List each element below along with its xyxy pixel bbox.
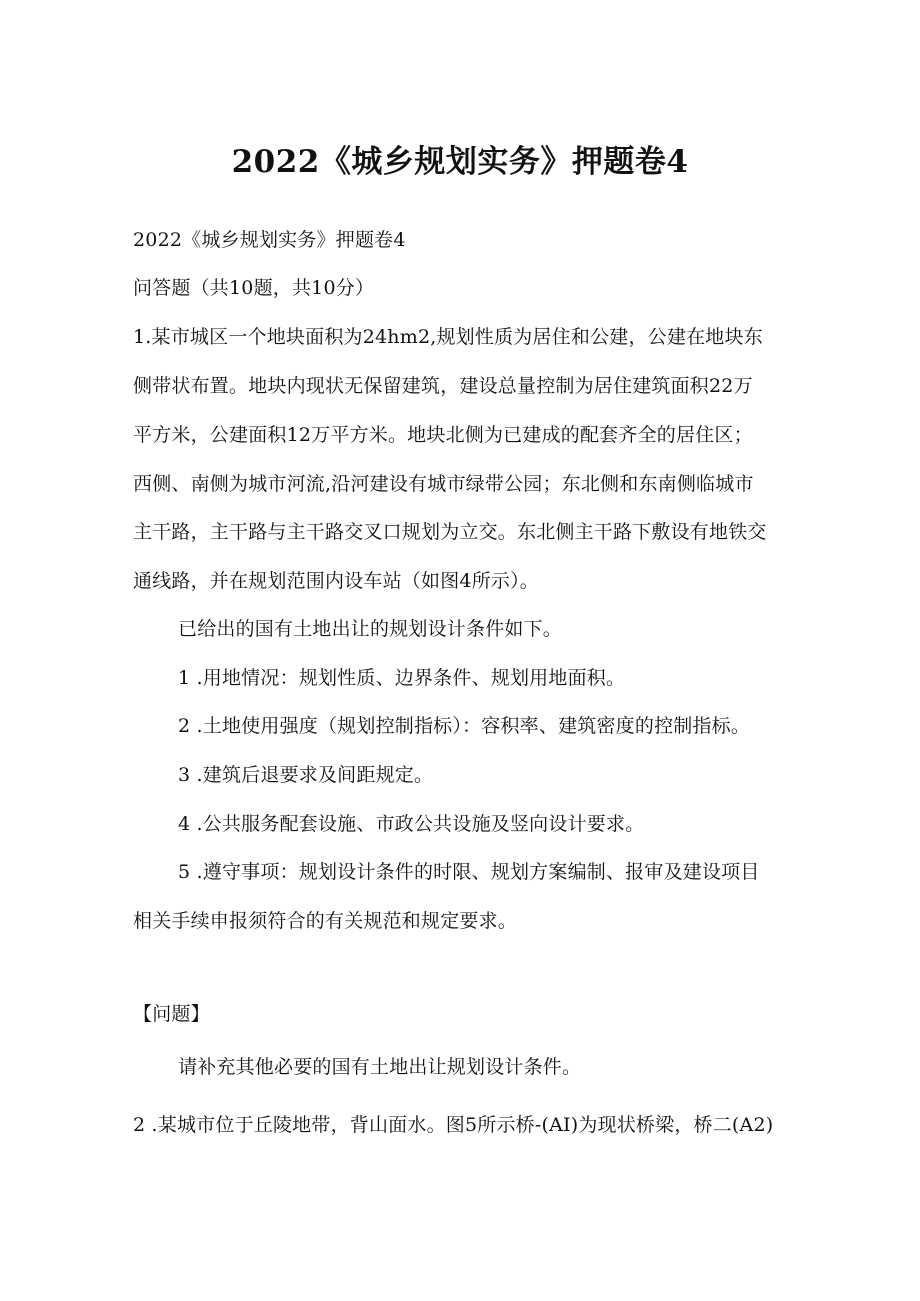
document-subtitle: 2022《城乡规划实务》押题卷4 xyxy=(133,229,406,251)
question1-line: 通线路，并在规划范围内设车站（如图4所示）。 xyxy=(133,570,539,592)
document-title: 2022《城乡规划实务》押题卷4 xyxy=(231,144,689,180)
question1-line: 1.某市城区一个地块面积为24hm2,规划性质为居住和公建，公建在地块东 xyxy=(133,326,763,348)
question1-line: 侧带状布置。地块内现状无保留建筑，建设总量控制为居住建筑面积22万 xyxy=(133,375,753,397)
question1-line: 主干路，主干路与主干路交叉口规划为立交。东北侧主干路下敷设有地铁交 xyxy=(133,521,767,543)
condition-item: 2 .土地使用强度（规划控制指标）：容积率、建筑密度的控制指标。 xyxy=(178,715,751,737)
question-label: 【问题】 xyxy=(133,1003,210,1025)
condition-item: 5 .遵守事项：规划设计条件的时限、规划方案编制、报审及建设项目 xyxy=(178,861,760,883)
question1-line: 平方米，公建面积12万平方米。地块北侧为已建成的配套齐全的居住区； xyxy=(133,424,753,446)
condition-item: 3 .建筑后退要求及间距规定。 xyxy=(178,764,434,786)
conditions-intro: 已给出的国有土地出让的规划设计条件如下。 xyxy=(178,618,563,640)
condition-item: 1 .用地情况：规划性质、边界条件、规划用地面积。 xyxy=(178,667,626,689)
section-heading: 问答题（共10题，共10分） xyxy=(133,277,375,299)
question-text: 请补充其他必要的国有土地出让规划设计条件。 xyxy=(178,1056,582,1078)
question2-first-line: 2 .某城市位于丘陵地带，背山面水。图5所示桥-(AI)为现状桥梁，桥二(A2) xyxy=(133,1114,774,1136)
question1-line: 西侧、南侧为城市河流,沿河建设有城市绿带公园；东北侧和东南侧临城市 xyxy=(133,473,754,495)
condition-item-continuation: 相关手续申报须符合的有关规范和规定要求。 xyxy=(133,910,518,932)
condition-item: 4 .公共服务配套设施、市政公共设施及竖向设计要求。 xyxy=(178,813,645,835)
